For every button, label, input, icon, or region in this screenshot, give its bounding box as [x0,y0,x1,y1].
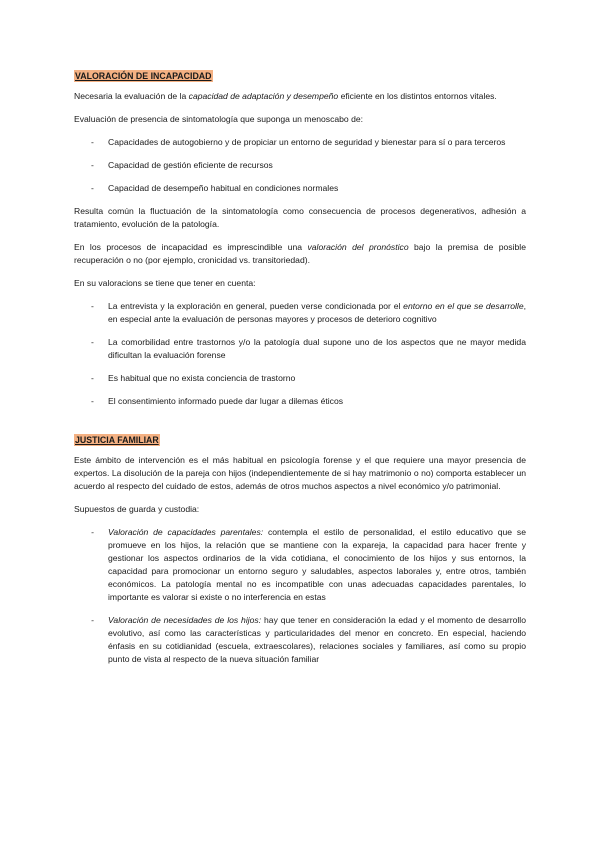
text-run: La entrevista y la exploración en general, pueden verse condicionada por el [108,301,404,311]
text-run: hay que tener en consideración la edad y el momento de desarrollo evolutivo, así como las características y particularidades del menor en concreto. En especial, haciendo énfasis en su cotidianidad (escuela, extraescolares), relaciones sociales y familiares, así como su propio punto de vista al respecto de la nueva situación familiar [108,615,526,664]
list-item: - Capacidad de desempeño habitual en condiciones normales [74,182,526,195]
paragraph: Este ámbito de intervención es el más habitual en psicología forense y el que requiere una mayor presencia de expertos. La disolución de la pareja con hijos (independientemente de si hay matrimonio o no) comporta establecer un acuerdo al respecto del cuidado de estos, además de otros muchos aspectos a nivel económico y/o patrimonial. [74,455,526,491]
bullet-list [74,136,526,195]
text-run: contempla el estilo de personalidad, el estilo educativo que se promueve en los hijos, la relación que se mantiene con la expareja, la capacidad para hacer frente y gestionar los aspectos ordinarios de la vida cotidiana, el conocimiento de los hijos y sus entornos, la capacidad para promocionar un entorno seguro y saludables, aspectos laborales y, entre otros, también económicos. La patología mental no es incompatible con unas adecuadas capacidades parentales, lo importante es valorar si existe o no interferencia en estas [108,527,527,602]
text-run: , en especial ante la evaluación de personas mayores y procesos de deterioro cognitivo [108,301,527,324]
list-item: - Capacidades de autogobierno y de propiciar un entorno de seguridad y bienestar para sí o para terceros [74,136,526,149]
list-item: - El consentimiento informado puede dar lugar a dilemas éticos [74,395,526,408]
emphasis-text: Valoración de capacidades parentales: [108,527,264,537]
text-run: eficiente en los distintos entornos vitales. [338,91,497,101]
paragraph: Resulta común la fluctuación de la sintomatología como consecuencia de procesos degenerativos, adhesión a tratamiento, evolución de la patología. [74,206,526,229]
paragraph [74,241,526,267]
bullet-list [74,300,526,408]
text-run: Necesaria la evaluación de la [74,91,189,101]
list-item: - La comorbilidad entre trastornos y/o la patología dual supone uno de los aspectos que ne mayor medida dificultan la evaluación forense [74,336,526,362]
list-item [74,526,526,604]
list-item [74,300,526,326]
emphasis-text: Valoración de necesidades de los hijos: [108,615,262,625]
list-item: - Capacidad de gestión eficiente de recursos [74,159,526,172]
emphasis-text: capacidad de adaptación y desempeño [188,91,339,101]
paragraph: En su valoracions se tiene que tener en cuenta: [74,278,256,288]
text-run: En los procesos de incapacidad es imprescindible una [74,242,308,252]
list-item: - Es habitual que no exista conciencia de trastorno [74,372,526,385]
paragraph [74,90,526,103]
section-justicia-familiar [74,434,526,666]
emphasis-text: entorno en el que se desarrolle [403,301,524,311]
text-run: bajo la premisa de posible recuperación o no (por ejemplo, cronicidad vs. transitoriedad). [74,242,526,265]
list-item [74,614,526,666]
paragraph: Supuestos de guarda y custodia: [74,504,200,514]
emphasis-text: valoración del pronóstico [307,242,409,252]
document-page [74,70,526,676]
paragraph: Evaluación de presencia de sintomatología que suponga un menoscabo de: [74,114,364,124]
section-heading-justicia: JUSTICIA FAMILIAR [75,435,159,445]
bullet-list [74,526,526,666]
section-heading-incapacidad: VALORACIÓN DE INCAPACIDAD [75,71,212,81]
